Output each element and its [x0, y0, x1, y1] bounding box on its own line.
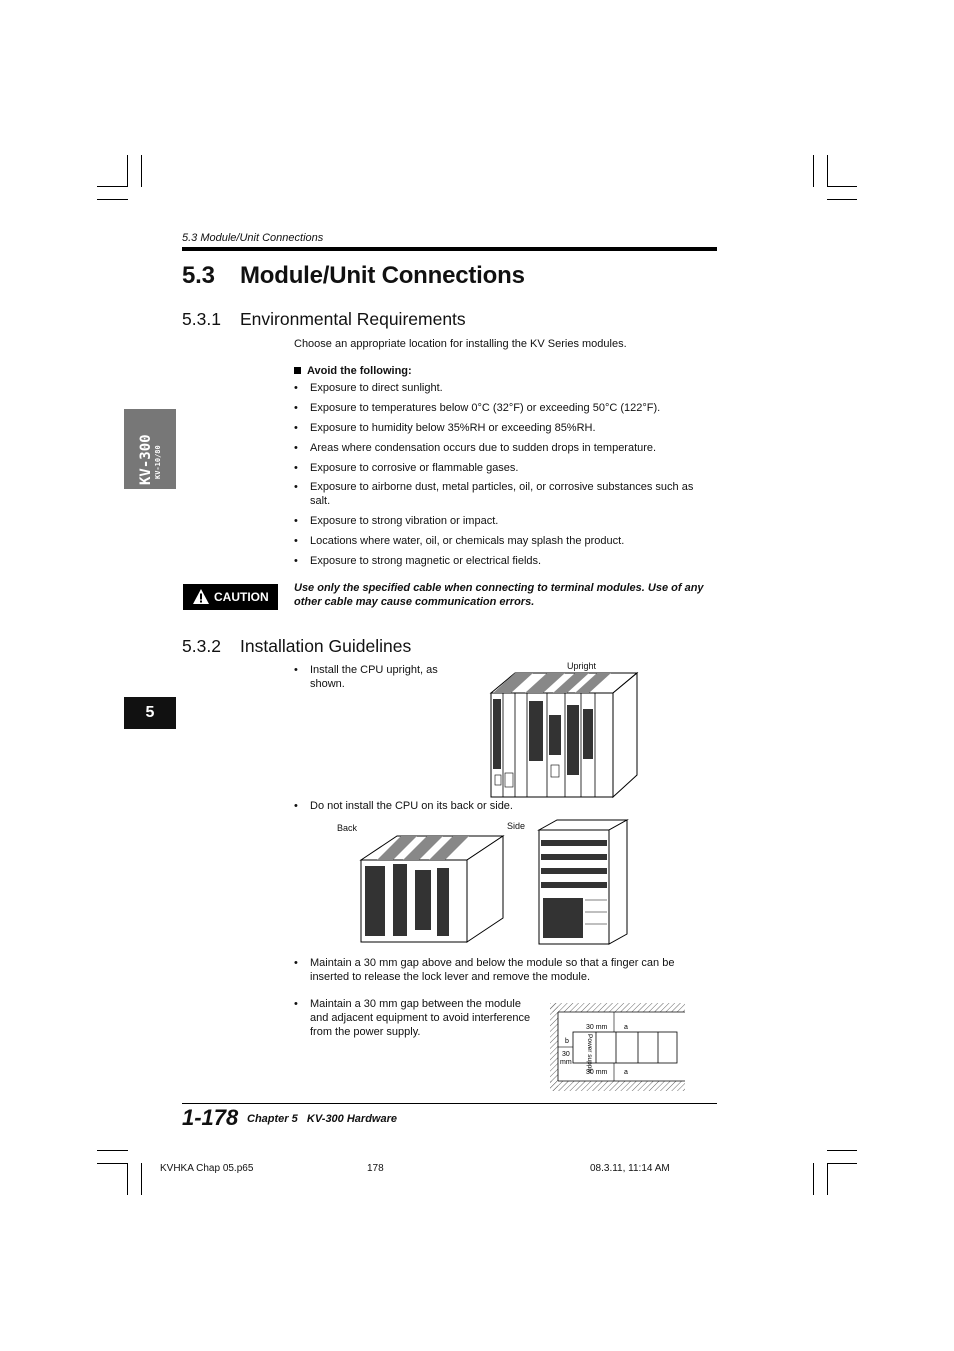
subsection-environmental — [182, 309, 466, 330]
intro-text: Choose an appropriate location for installing the KV Series modules. — [294, 338, 627, 350]
gap-bottom-label: 30 mm — [586, 1069, 608, 1076]
footer-sheet: 178 — [367, 1163, 384, 1174]
chapter-tab: 5 — [124, 697, 176, 729]
figure-label-back: Back — [337, 823, 358, 833]
side-tab-model-text: KV-300 — [138, 434, 154, 485]
list-item: • Exposure to strong vibration or impact. — [294, 515, 499, 527]
side-plc-illustration — [535, 818, 633, 948]
running-head: 5.3 Module/Unit Connections — [182, 232, 324, 244]
subsection-installation — [182, 636, 411, 657]
avoid-heading-text: Avoid the following: — [307, 365, 412, 377]
subsection-number: 5.3.1 — [182, 309, 221, 329]
list-item: • Exposure to corrosive or flammable gases. — [294, 462, 519, 474]
subsection-number: 5.3.2 — [182, 636, 221, 656]
header-rule — [182, 247, 717, 251]
list-item: • Maintain a 30 mm gap above and below the module so that a finger can be inserted to release the lock lever and remove the module. — [294, 957, 675, 983]
caution-text: Use only the specified cable when connecting to terminal modules. Use of any other cable may cause communication errors. — [294, 582, 704, 608]
a-bottom-label: a — [624, 1069, 628, 1076]
avoid-heading — [294, 364, 412, 378]
footer-chapter: Chapter 5 KV-300 Hardware — [247, 1113, 397, 1125]
section-title-text: Module/Unit Connections — [240, 262, 525, 289]
footer-timestamp: 08.3.11, 11:14 AM — [590, 1163, 670, 1174]
footer-file: KVHKA Chap 05.p65 — [160, 1163, 254, 1174]
section-title — [182, 262, 525, 290]
list-item: • Exposure to airborne dust, metal particles, oil, or corrosive substances such as salt. — [294, 481, 694, 507]
side-tab-model — [124, 409, 176, 489]
b-label: b — [565, 1038, 569, 1045]
page-number: 1-178 — [182, 1105, 239, 1130]
subsection-title: Environmental Requirements — [240, 309, 466, 329]
figure-label-upright: Upright — [567, 661, 597, 671]
power-supply-label: Power supply — [586, 1034, 593, 1074]
gap-side-label-2: mm — [560, 1059, 572, 1066]
figure-label-side: Side — [507, 821, 526, 831]
subsection-title: Installation Guidelines — [240, 636, 412, 656]
caution-label: CAUTION — [214, 590, 269, 604]
gap-top-label: 30 mm — [586, 1024, 608, 1031]
a-top-label: a — [624, 1024, 628, 1031]
back-plc-illustration — [357, 830, 509, 945]
list-item: • Exposure to direct sunlight. — [294, 382, 443, 394]
warning-icon — [192, 588, 210, 605]
side-tab-sub-text: KV-10/80 — [154, 445, 162, 479]
list-item: • Maintain a 30 mm gap between the module and adjacent equipment to avoid interference from the power supply. — [294, 998, 531, 1038]
gap-side-label-1: 30 — [562, 1051, 570, 1058]
list-item: • Locations where water, oil, or chemicals may splash the product. — [294, 535, 625, 547]
gap-diagram — [550, 1003, 685, 1091]
list-item: • Areas where condensation occurs due to sudden drops in temperature. — [294, 442, 657, 454]
list-item: • Exposure to humidity below 35%RH or exceeding 85%RH. — [294, 422, 596, 434]
square-bullet-icon — [294, 367, 301, 374]
upright-plc-illustration — [485, 665, 643, 800]
section-number: 5.3 — [182, 262, 215, 289]
caution-badge — [183, 584, 278, 610]
footer-rule — [182, 1103, 717, 1104]
list-item: • Exposure to strong magnetic or electrical fields. — [294, 555, 542, 567]
list-item: • Exposure to temperatures below 0°C (32°F) or exceeding 50°C (122°F). — [294, 402, 661, 414]
